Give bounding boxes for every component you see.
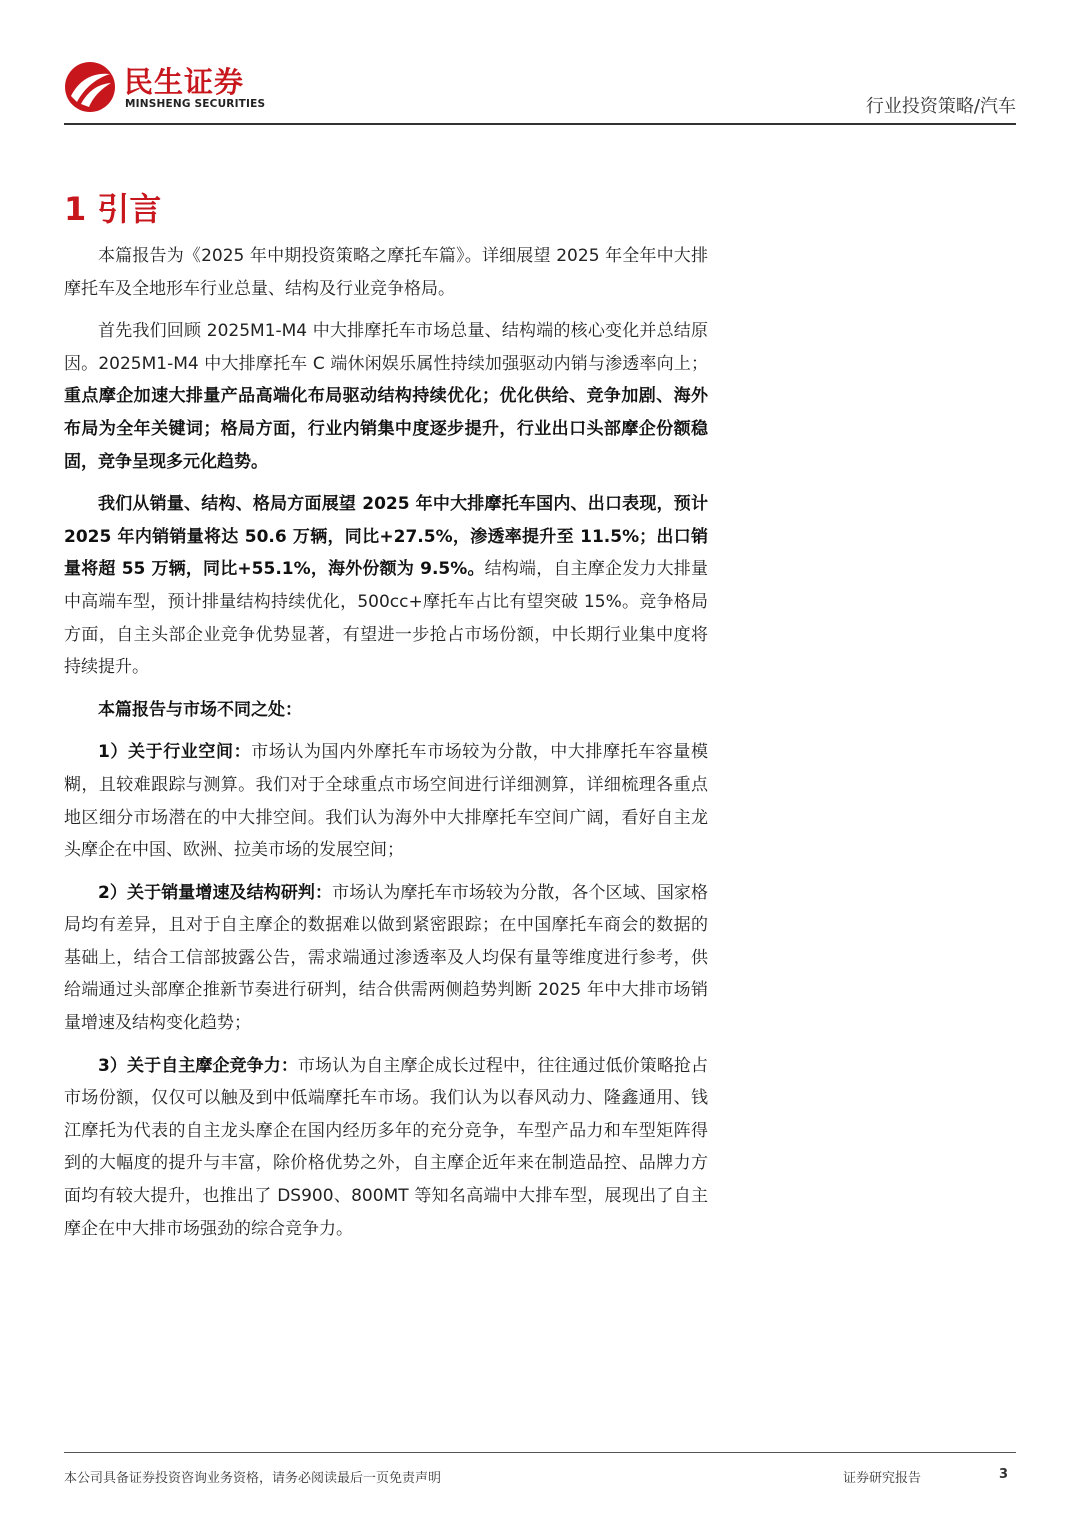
body-paragraph — [64, 694, 708, 727]
bold-text-run: 我们从销量、结构、格局方面展望 2025 年中大排摩托车国内、出口表现，预计 2025 年内销销量将达 50.6 万辆，同比+27.5%，渗透率提升至 11.5%；出口销量将超 55 万辆，同比+55.1%，海外份额为 9.5%。 — [64, 494, 708, 580]
body-paragraph — [64, 736, 708, 866]
body-paragraph — [64, 488, 708, 684]
footer-disclaimer: 本公司具备证券投资咨询业务资格，请务必阅读最后一页免责声明 — [64, 1471, 442, 1486]
page-header — [64, 58, 1016, 124]
text-run: 结构端，自主摩企发力大排量中高端车型，预计排量结构持续优化，500cc+摩托车占比有望突破 15%。竞争格局方面，自主头部企业竞争优势显著，有望进一步抢占市场份额，中长期行业集中度将持续提升。 — [64, 559, 708, 678]
bold-text-run: 2）关于销量增速及结构研判： — [98, 882, 333, 903]
brand-name-cn: 民生证券 — [124, 65, 245, 99]
text-run: 首先我们回顾 2025M1-M4 中大排摩托车市场总量、结构端的核心变化并总结原因。2025M1-M4 中大排摩托车 C 端休闲娱乐属性持续加强驱动内销与渗透率向上； — [64, 321, 708, 374]
report-category: 行业投资策略/汽车 — [865, 96, 1016, 117]
text-run: 本篇报告为《2025 年中期投资策略之摩托车篇》。详细展望 2025 年全年中大排摩托车及全地形车行业总量、结构及行业竞争格局。 — [64, 246, 708, 299]
body-paragraph — [64, 315, 708, 478]
body-paragraph — [64, 877, 708, 1040]
bold-text-run: 重点摩企加速大排量产品高端化布局驱动结构持续优化；优化供给、竞争加剧、海外布局为全年关键词；格局方面，行业内销集中度逐步提升，行业出口头部摩企份额稳固，竞争呈现多元化趋势。 — [64, 386, 708, 472]
text-run: 市场认为自主摩企成长过程中，往往通过低价策略抢占市场份额，仅仅可以触及到中低端摩托车市场。我们认为以春风动力、隆鑫通用、钱江摩托为代表的自主龙头摩企在国内经历多年的充分竞争，车型产品力和车型矩阵得到的大幅度的提升与丰富，除价格优势之外，自主摩企近年来在制造品控、品牌力方面均有较大提升，也推出了 DS900、800MT 等知名高端中大排车型，展现出了自主摩企在中大排市场强劲的综合竞争力。 — [64, 1055, 709, 1239]
body-paragraph — [64, 240, 708, 305]
text-run: 市场认为国内外摩托车市场较为分散，中大排摩托车容量模糊，且较难跟踪与测算。我们对于全球重点市场空间进行详细测算，详细梳理各重点地区细分市场潜在的中大排空间。我们认为海外中大排摩托车空间广阔，看好自主龙头摩企在中国、欧洲、拉美市场的发展空间； — [64, 742, 708, 861]
page-number: 3 — [999, 1467, 1009, 1482]
bold-text-run: 本篇报告与市场不同之处： — [98, 699, 302, 720]
bold-text-run: 1）关于行业空间： — [98, 742, 252, 763]
bold-text-run: 3）关于自主摩企竞争力： — [98, 1055, 298, 1076]
header-divider — [64, 123, 1016, 125]
section-title: 1 引言 — [64, 190, 162, 228]
brand-name-en: MINSHENG SECURITIES — [125, 98, 266, 110]
footer-divider — [64, 1452, 1016, 1453]
report-body — [64, 240, 708, 1255]
text-run: 市场认为摩托车市场较为分散，各个区域、国家格局均有差异，且对于自主摩企的数据难以做到紧密跟踪；在中国摩托车商会的数据的基础上，结合工信部披露公告，需求端通过渗透率及人均保有量等维度进行参考，供给端通过头部摩企推新节奏进行研判，结合供需两侧趋势判断 2025 年中大排市场销量增速及结构变化趋势； — [64, 882, 709, 1034]
body-paragraph — [64, 1050, 708, 1246]
minsheng-logo-icon — [64, 61, 116, 113]
footer-report-type: 证券研究报告 — [843, 1471, 922, 1486]
